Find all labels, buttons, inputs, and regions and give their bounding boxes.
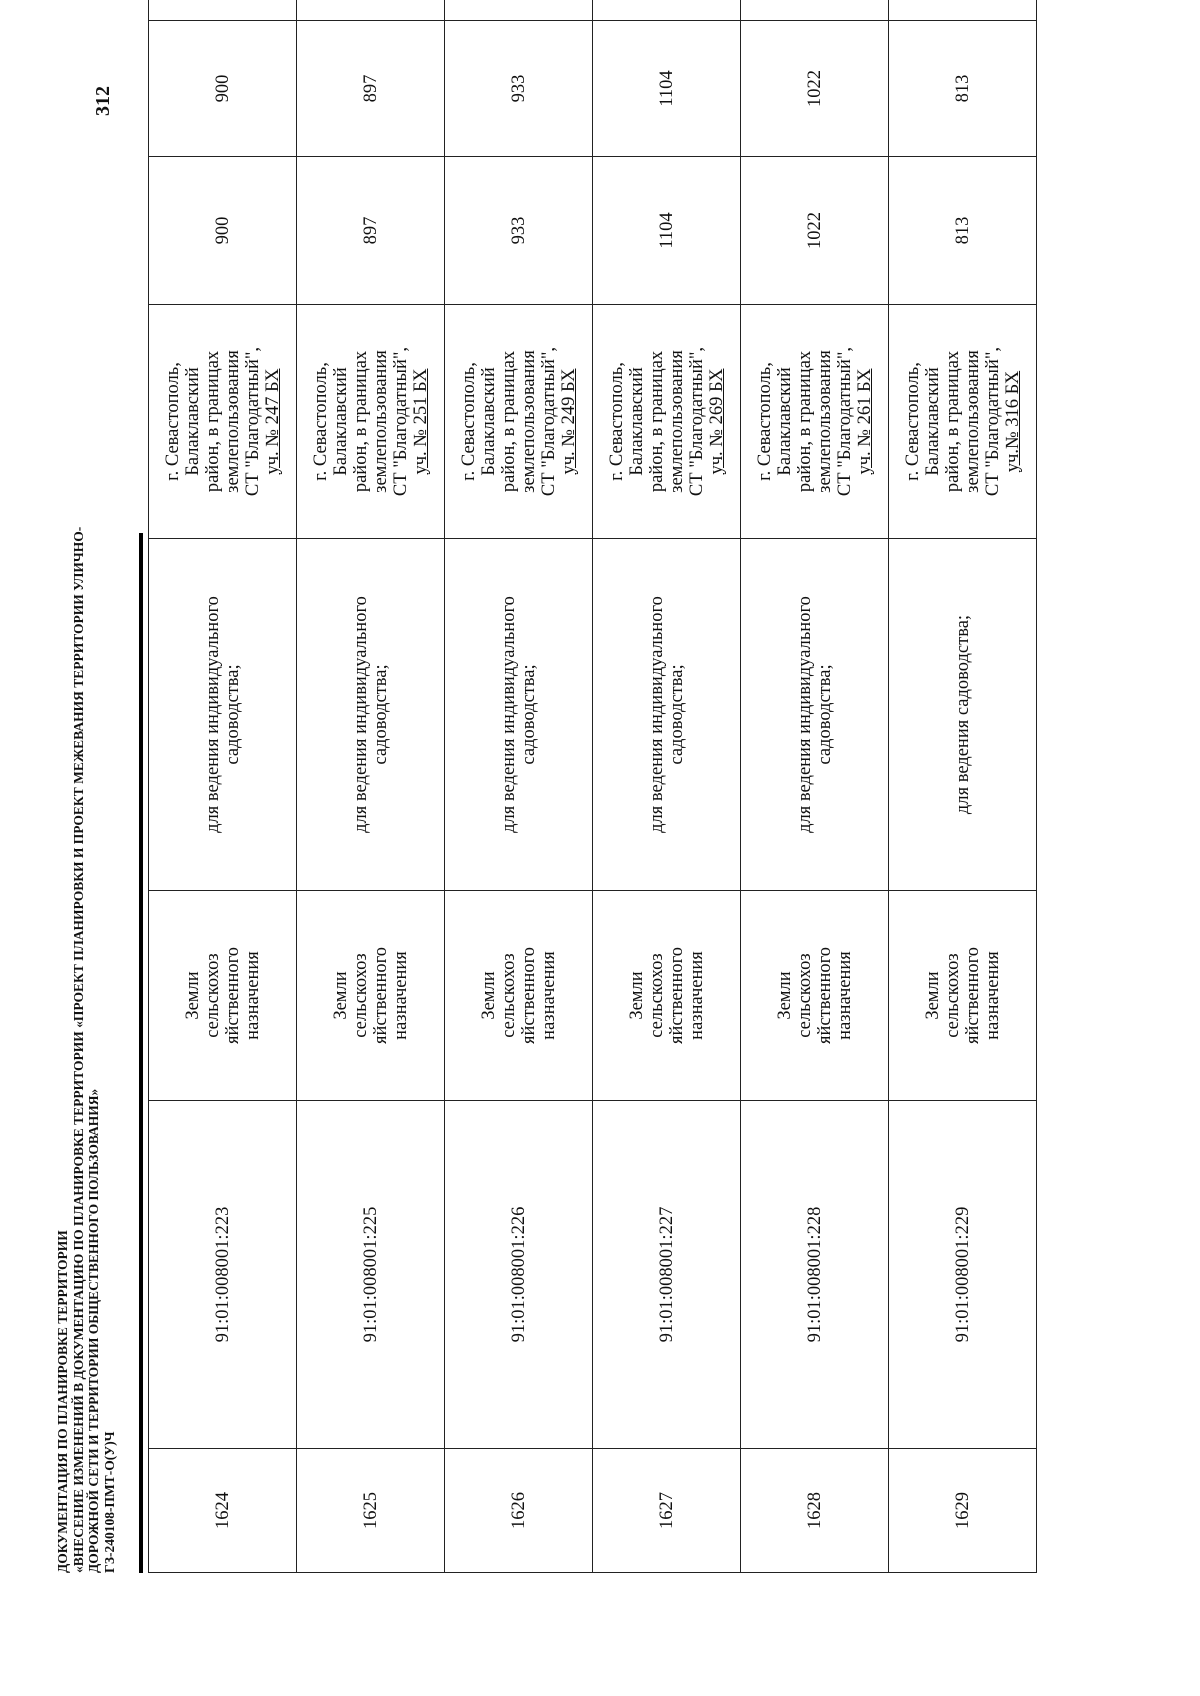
cell-line: землепользования xyxy=(962,350,983,493)
cell-line: г. Севастополь, xyxy=(310,362,331,481)
cell-line: яйственного xyxy=(666,947,687,1044)
cell-line: Балаклавский xyxy=(478,367,499,476)
cell-line: садоводства; xyxy=(222,664,243,765)
cadastral-number: 91:01:008001:228 xyxy=(741,1101,889,1449)
location xyxy=(593,305,741,539)
cell-line: Земли xyxy=(626,971,647,1020)
cell-line: СТ "Благодатный", xyxy=(538,346,559,497)
cell-line: землепользования xyxy=(814,350,835,493)
row-number: 1627 xyxy=(593,1449,741,1573)
extra-value xyxy=(889,0,1037,21)
land-category xyxy=(889,891,1037,1101)
area-value: 813 xyxy=(889,157,1037,305)
cell-line: садоводства; xyxy=(370,664,391,765)
cell-line: яйственного xyxy=(370,947,391,1044)
cell-line: землепользования xyxy=(370,350,391,493)
cell-line: Земли xyxy=(478,971,499,1020)
cell-line: район, в границах xyxy=(646,350,667,493)
header-line-3: ДОРОЖНОЙ СЕТИ И ТЕРРИТОРИИ ОБЩЕСТВЕННОГО ПОЛЬЗОВАНИЯ» xyxy=(86,1088,101,1573)
extra-value xyxy=(741,0,889,21)
cell-line: район, в границах xyxy=(942,350,963,493)
row-number: 1625 xyxy=(297,1449,445,1573)
cell-line: яйственного xyxy=(814,947,835,1044)
cell-line: Земли xyxy=(922,971,943,1020)
cell-line: назначения xyxy=(538,951,559,1040)
cell-line: уч.№ 316 БХ xyxy=(1002,370,1023,473)
cell-line: назначения xyxy=(390,951,411,1040)
extra-value xyxy=(149,0,297,21)
header-line-2: «ВНЕСЕНИЕ ИЗМЕНЕНИЙ В ДОКУМЕНТАЦИЮ ПО ПЛАНИРОВКЕ ТЕРРИТОРИИ «ПРОЕКТ ПЛАНИРОВКИ И ПРОЕКТ МЕЖЕВАНИЯ ТЕРРИТОРИИ УЛИЧНО- xyxy=(70,526,86,1573)
cell-line: землепользования xyxy=(666,350,687,493)
permitted-use xyxy=(297,539,445,891)
land-category xyxy=(149,891,297,1101)
table-row xyxy=(149,0,297,1573)
location xyxy=(889,305,1037,539)
cell-line: СТ "Благодатный", xyxy=(834,346,855,497)
land-category xyxy=(445,891,593,1101)
cell-line: яйственного xyxy=(962,947,983,1044)
area-value-2: 897 xyxy=(297,21,445,157)
table-row xyxy=(741,0,889,1573)
cell-line: сельскохоз xyxy=(202,953,223,1038)
cell-line: уч. № 261 БХ xyxy=(854,368,875,475)
location xyxy=(741,305,889,539)
cadastral-number: 91:01:008001:226 xyxy=(445,1101,593,1449)
cell-line: для ведения индивидуального xyxy=(498,596,519,833)
cell-line: для ведения индивидуального xyxy=(646,596,667,833)
location xyxy=(149,305,297,539)
land-category xyxy=(593,891,741,1101)
table-row xyxy=(889,0,1037,1573)
cell-line: СТ "Благодатный", xyxy=(390,346,411,497)
cell-line: садоводства; xyxy=(518,664,539,765)
cell-line: СТ "Благодатный", xyxy=(242,346,263,497)
area-value-2: 1104 xyxy=(593,21,741,157)
cell-line: сельскохоз xyxy=(942,953,963,1038)
cell-line: сельскохоз xyxy=(498,953,519,1038)
cell-line: сельскохоз xyxy=(350,953,371,1038)
area-value: 1104 xyxy=(593,157,741,305)
cell-line: яйственного xyxy=(518,947,539,1044)
row-number: 1624 xyxy=(149,1449,297,1573)
cell-line: уч. № 249 БХ xyxy=(558,368,579,475)
cadastral-number: 91:01:008001:229 xyxy=(889,1101,1037,1449)
document-header xyxy=(55,193,117,1573)
cell-line: для ведения садоводства; xyxy=(952,614,973,815)
cell-line: г. Севастополь, xyxy=(902,362,923,481)
cell-line: Балаклавский xyxy=(774,367,795,476)
cell-line: назначения xyxy=(982,951,1003,1040)
extra-value xyxy=(445,0,593,21)
cell-line: г. Севастополь, xyxy=(162,362,183,481)
extra-value xyxy=(297,0,445,21)
cell-line: сельскохоз xyxy=(646,953,667,1038)
area-value: 900 xyxy=(149,157,297,305)
cell-line: Балаклавский xyxy=(626,367,647,476)
permitted-use xyxy=(445,539,593,891)
cell-line: г. Севастополь, xyxy=(754,362,775,481)
cell-line: уч. № 251 БХ xyxy=(410,368,431,475)
permitted-use xyxy=(741,539,889,891)
cell-line: г. Севастополь, xyxy=(458,362,479,481)
row-number: 1629 xyxy=(889,1449,1037,1573)
row-number: 1628 xyxy=(741,1449,889,1573)
cell-line: назначения xyxy=(242,951,263,1040)
area-value-2: 1022 xyxy=(741,21,889,157)
area-value: 897 xyxy=(297,157,445,305)
area-value: 1022 xyxy=(741,157,889,305)
cell-line: Балаклавский xyxy=(182,367,203,476)
cell-line: уч. № 269 БХ xyxy=(706,368,727,475)
header-rule xyxy=(139,533,143,1573)
parcels-table xyxy=(148,0,1037,1573)
cell-line: Балаклавский xyxy=(922,367,943,476)
cell-line: район, в границах xyxy=(498,350,519,493)
location xyxy=(445,305,593,539)
table-body xyxy=(149,0,1037,1573)
permitted-use xyxy=(889,539,1037,891)
cell-line: для ведения индивидуального xyxy=(794,596,815,833)
extra-value xyxy=(593,0,741,21)
cell-line: землепользования xyxy=(518,350,539,493)
area-value-2: 813 xyxy=(889,21,1037,157)
cell-line: район, в границах xyxy=(350,350,371,493)
land-category xyxy=(741,891,889,1101)
cell-line: яйственного xyxy=(222,947,243,1044)
cell-line: Земли xyxy=(774,971,795,1020)
row-number: 1626 xyxy=(445,1449,593,1573)
cell-line: Земли xyxy=(182,971,203,1020)
area-value-2: 933 xyxy=(445,21,593,157)
cell-line: сельскохоз xyxy=(794,953,815,1038)
cell-line: садоводства; xyxy=(666,664,687,765)
cell-line: СТ "Благодатный", xyxy=(982,346,1003,497)
page-number: 312 xyxy=(92,86,114,116)
cell-line: г. Севастополь, xyxy=(606,362,627,481)
header-line-4: ГЗ-240108-ПМТ-О(У)Ч xyxy=(101,1431,117,1573)
cell-line: Земли xyxy=(330,971,351,1020)
cell-line: для ведения индивидуального xyxy=(202,596,223,833)
cell-line: назначения xyxy=(686,951,707,1040)
header-line-1: ДОКУМЕНТАЦИЯ ПО ПЛАНИРОВКЕ ТЕРРИТОРИИ xyxy=(55,1230,70,1573)
cell-line: район, в границах xyxy=(202,350,223,493)
table-row xyxy=(445,0,593,1573)
cell-line: землепользования xyxy=(222,350,243,493)
table-row xyxy=(593,0,741,1573)
cell-line: район, в границах xyxy=(794,350,815,493)
cell-line: назначения xyxy=(834,951,855,1040)
table-row xyxy=(297,0,445,1573)
permitted-use xyxy=(593,539,741,891)
area-value-2: 900 xyxy=(149,21,297,157)
cell-line: для ведения индивидуального xyxy=(350,596,371,833)
cadastral-number: 91:01:008001:225 xyxy=(297,1101,445,1449)
cell-line: уч. № 247 БХ xyxy=(262,368,283,475)
permitted-use xyxy=(149,539,297,891)
cadastral-number: 91:01:008001:227 xyxy=(593,1101,741,1449)
cadastral-number: 91:01:008001:223 xyxy=(149,1101,297,1449)
area-value: 933 xyxy=(445,157,593,305)
cell-line: Балаклавский xyxy=(330,367,351,476)
location xyxy=(297,305,445,539)
land-category xyxy=(297,891,445,1101)
cell-line: СТ "Благодатный", xyxy=(686,346,707,497)
cell-line: садоводства; xyxy=(814,664,835,765)
